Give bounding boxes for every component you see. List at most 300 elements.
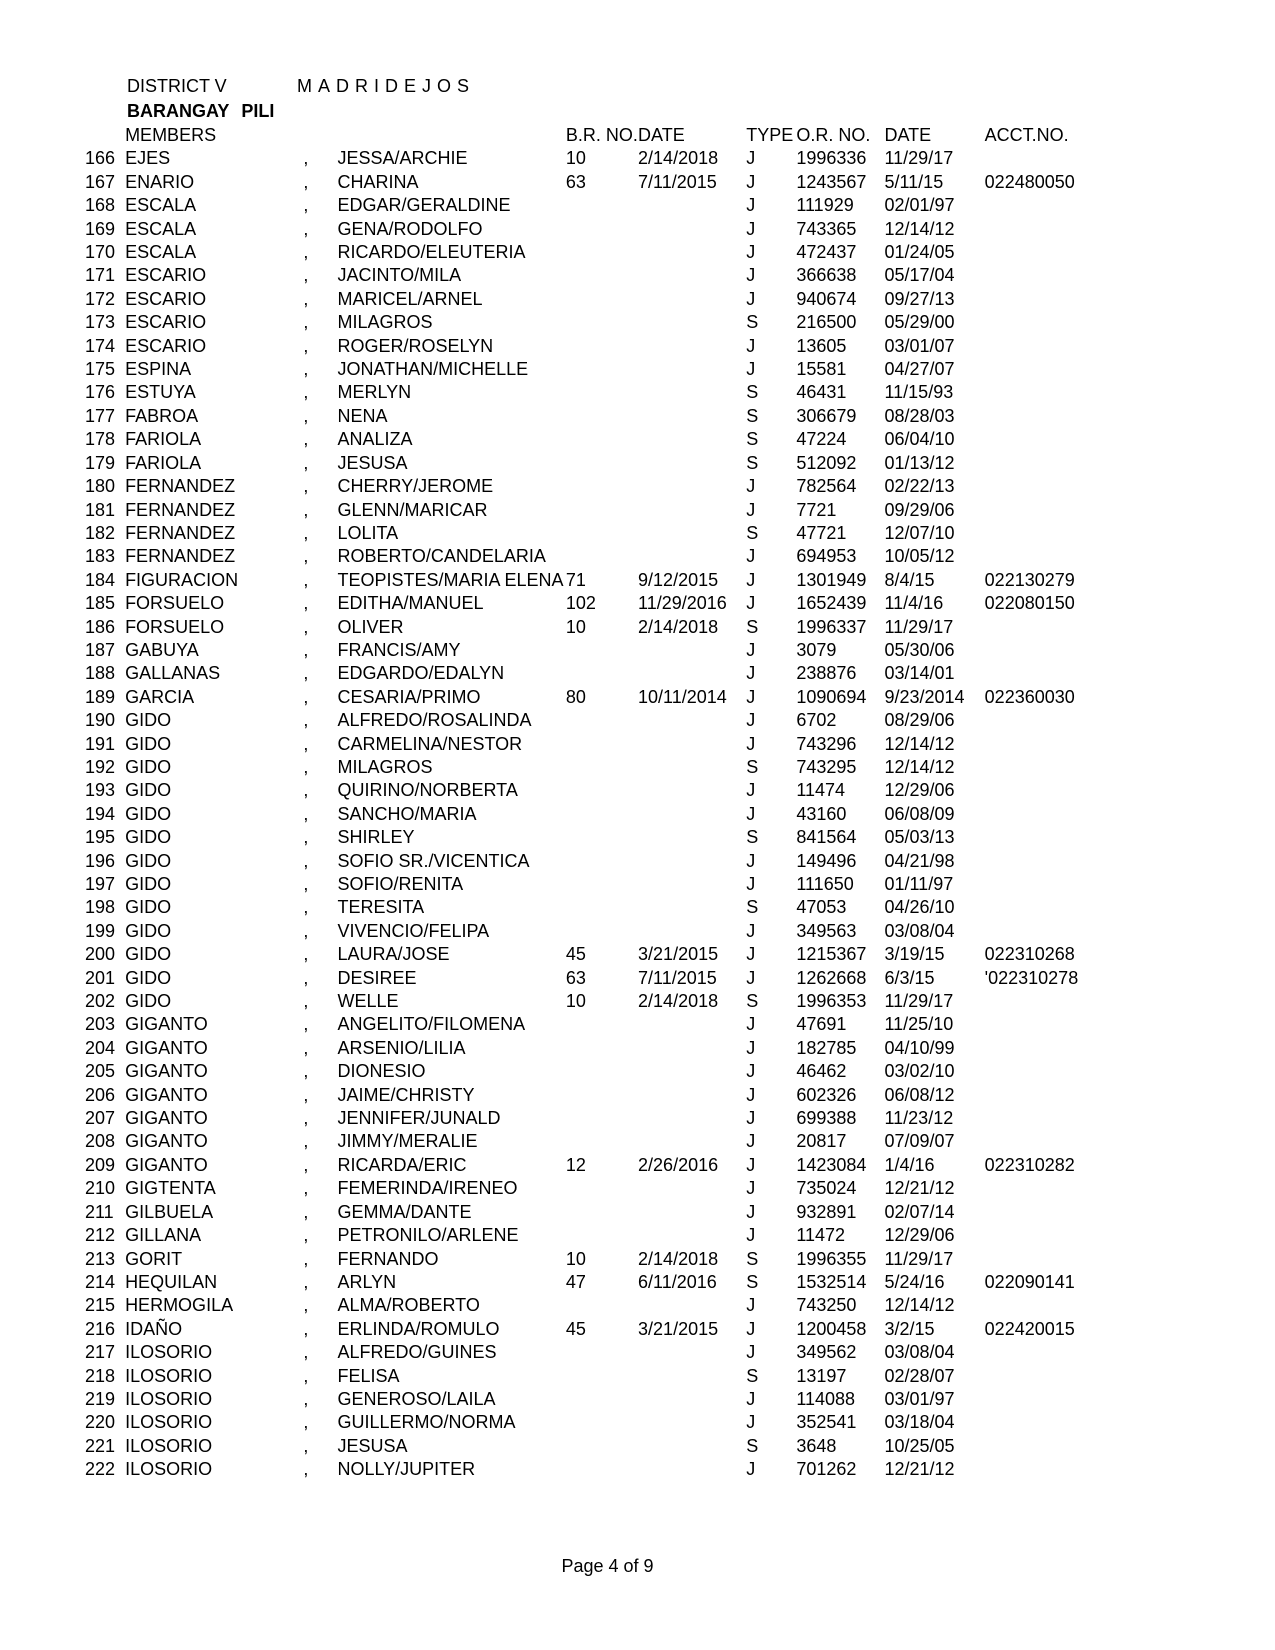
member-surname: ESCALA [125, 218, 197, 239]
member-br-no [566, 1013, 638, 1036]
table-header-row [85, 124, 1115, 147]
member-or-no: 13197 [796, 1365, 847, 1386]
member-type: S [746, 522, 759, 543]
member-acct-no [985, 194, 1115, 217]
member-or-date: 06/08/12 [884, 1084, 955, 1105]
member-or-date: 06/04/10 [884, 429, 955, 450]
member-or-no: 13605 [796, 335, 847, 356]
member-index: 205 [85, 1061, 116, 1082]
name-separator: , [303, 593, 309, 614]
member-row [85, 381, 1115, 404]
member-br-no [566, 264, 638, 287]
member-surname: ILOSORIO [125, 1342, 213, 1363]
member-or-date: 8/4/15 [884, 569, 935, 590]
member-acct-no [985, 1084, 1115, 1107]
member-given-names: ANGELITO/FILOMENA [337, 1014, 526, 1035]
member-br-date [638, 1084, 746, 1107]
member-br-no [566, 756, 638, 779]
member-or-date: 03/01/07 [884, 335, 955, 356]
member-br-date [638, 873, 746, 896]
member-or-date: 10/05/12 [884, 546, 955, 567]
member-br-no [566, 1341, 638, 1364]
member-or-no: 149496 [796, 850, 857, 871]
member-type: J [746, 1178, 756, 1199]
member-br-no [566, 1294, 638, 1317]
member-or-date: 11/4/16 [884, 593, 944, 614]
member-or-date: 12/14/12 [884, 1295, 955, 1316]
member-acct-no [985, 1060, 1115, 1083]
member-or-no: 11472 [796, 1225, 846, 1246]
member-index: 177 [85, 405, 116, 426]
member-br-no [566, 358, 638, 381]
member-br-date [638, 639, 746, 662]
member-type: S [746, 756, 759, 777]
member-index: 206 [85, 1084, 116, 1105]
header-empty-sep [303, 124, 337, 147]
member-index: 198 [85, 897, 116, 918]
member-br-date [638, 1435, 746, 1458]
member-index: 220 [85, 1412, 116, 1433]
member-acct-no [985, 1037, 1115, 1060]
member-surname: GIGANTO [125, 1037, 208, 1058]
member-br-no [566, 218, 638, 241]
member-acct-no [985, 803, 1115, 826]
member-index: 173 [85, 312, 116, 333]
member-row [85, 756, 1115, 779]
name-separator: , [303, 569, 309, 590]
member-br-date [638, 1411, 746, 1434]
name-separator: , [303, 265, 309, 286]
member-or-date: 03/08/04 [884, 1342, 955, 1363]
member-br-no [566, 475, 638, 498]
member-or-date: 3/19/15 [884, 944, 945, 965]
barangay-label: BARANGAY [127, 101, 230, 121]
member-br-date [638, 1060, 746, 1083]
member-given-names: QUIRINO/NORBERTA [337, 780, 518, 801]
member-row [85, 943, 1115, 966]
name-separator: , [303, 405, 309, 426]
member-given-names: OLIVER [337, 616, 404, 637]
member-type: J [746, 1154, 756, 1175]
member-acct-no [985, 1365, 1115, 1388]
barangay-line [127, 99, 1275, 124]
member-index: 213 [85, 1248, 116, 1269]
member-or-no: 694953 [796, 546, 857, 567]
member-index: 193 [85, 780, 116, 801]
member-given-names: TEOPISTES/MARIA ELENA [337, 569, 564, 590]
member-br-no [566, 733, 638, 756]
member-row [85, 873, 1115, 896]
member-or-date: 05/03/13 [884, 827, 955, 848]
member-or-date: 12/21/12 [884, 1178, 955, 1199]
member-type: S [746, 312, 759, 333]
name-separator: , [303, 382, 309, 403]
member-or-no: 1423084 [796, 1154, 867, 1175]
member-br-date [638, 475, 746, 498]
member-or-no: 349562 [796, 1342, 857, 1363]
member-row [85, 686, 1115, 709]
member-index: 210 [85, 1178, 116, 1199]
member-row [85, 1458, 1115, 1481]
member-row [85, 709, 1115, 732]
member-index: 196 [85, 850, 116, 871]
member-or-date: 12/14/12 [884, 733, 955, 754]
member-given-names: ANALIZA [337, 429, 413, 450]
member-surname: ILOSORIO [125, 1365, 213, 1386]
member-row [85, 171, 1115, 194]
member-acct-no [985, 522, 1115, 545]
member-or-no: 1652439 [796, 593, 867, 614]
member-type: J [746, 1342, 756, 1363]
member-index: 221 [85, 1435, 116, 1456]
member-br-date [638, 545, 746, 568]
member-type: S [746, 452, 759, 473]
member-row [85, 311, 1115, 334]
member-br-no [566, 1130, 638, 1153]
member-acct-no [985, 428, 1115, 451]
member-acct-no [985, 873, 1115, 896]
member-row [85, 826, 1115, 849]
member-row [85, 1318, 1115, 1341]
member-index: 180 [85, 476, 116, 497]
member-or-no: 782564 [796, 476, 857, 497]
member-surname: ESCARIO [125, 288, 207, 309]
member-row [85, 264, 1115, 287]
member-or-no: 1215367 [796, 944, 867, 965]
member-row [85, 405, 1115, 428]
member-br-no: 10 [565, 1248, 586, 1269]
member-given-names: ALFREDO/GUINES [337, 1342, 497, 1363]
member-given-names: VIVENCIO/FELIPA [337, 920, 490, 941]
member-given-names: DESIREE [337, 967, 417, 988]
member-row [85, 639, 1115, 662]
member-surname: ESCARIO [125, 335, 207, 356]
name-separator: , [303, 1084, 309, 1105]
member-row [85, 803, 1115, 826]
member-given-names: RICARDA/ERIC [337, 1154, 467, 1175]
member-br-no [566, 452, 638, 475]
member-given-names: GENA/RODOLFO [337, 218, 483, 239]
member-surname: GIDO [125, 944, 172, 965]
member-or-date: 12/14/12 [884, 756, 955, 777]
member-index: 192 [85, 756, 116, 777]
member-type: S [746, 827, 759, 848]
member-given-names: MERLYN [337, 382, 412, 403]
member-br-no [566, 920, 638, 943]
member-surname: ILOSORIO [125, 1388, 213, 1409]
member-acct-no [985, 733, 1115, 756]
member-br-date: 3/21/2015 [638, 944, 719, 965]
member-given-names: SOFIO/RENITA [337, 874, 464, 894]
member-surname: GILLANA [125, 1225, 202, 1246]
member-br-no: 45 [565, 1318, 586, 1339]
member-type: S [746, 1365, 759, 1386]
member-surname: FARIOLA [125, 429, 202, 450]
member-index: 214 [85, 1271, 116, 1292]
member-or-no: 3079 [796, 639, 837, 660]
member-type: S [746, 991, 759, 1012]
member-acct-no [985, 1177, 1115, 1200]
member-index: 208 [85, 1131, 116, 1152]
name-separator: , [303, 312, 309, 333]
member-br-date [638, 1224, 746, 1247]
member-or-no: 47224 [796, 429, 847, 450]
member-br-no [566, 662, 638, 685]
member-given-names: ARLYN [337, 1271, 397, 1292]
member-given-names: ERLINDA/ROMULO [337, 1318, 500, 1339]
name-separator: , [303, 827, 309, 848]
member-given-names: PETRONILO/ARLENE [337, 1225, 519, 1246]
member-or-date: 04/26/10 [884, 897, 955, 918]
member-surname: GIGANTO [125, 1014, 208, 1035]
member-acct-no [985, 756, 1115, 779]
name-separator: , [303, 452, 309, 473]
member-row [85, 920, 1115, 943]
member-index: 215 [85, 1295, 116, 1316]
member-surname: HERMOGILA [125, 1295, 234, 1316]
member-or-no: 15581 [796, 359, 847, 380]
member-given-names: LOLITA [337, 522, 399, 543]
member-row [85, 1388, 1115, 1411]
member-br-date [638, 241, 746, 264]
member-surname: ESCALA [125, 242, 197, 263]
member-surname: GIDO [125, 920, 172, 941]
member-br-date [638, 428, 746, 451]
member-acct-no [985, 475, 1115, 498]
member-row [85, 569, 1115, 592]
name-separator: , [303, 663, 309, 684]
name-separator: , [303, 359, 309, 380]
member-surname: FERNANDEZ [125, 546, 236, 567]
member-br-no [566, 1388, 638, 1411]
name-separator: , [303, 335, 309, 356]
member-row [85, 1037, 1115, 1060]
member-index: 168 [85, 195, 116, 216]
member-or-no: 699388 [796, 1108, 857, 1129]
name-separator: , [303, 686, 309, 707]
member-type: J [746, 803, 756, 824]
member-index: 188 [85, 663, 116, 684]
member-type: J [746, 218, 756, 239]
member-row [85, 522, 1115, 545]
member-br-no [566, 1177, 638, 1200]
member-br-date [638, 1013, 746, 1036]
header-or-no: O.R. NO. [796, 125, 871, 145]
member-or-no: 1996337 [796, 616, 867, 637]
member-or-date: 10/25/05 [884, 1435, 955, 1456]
member-acct-no [985, 335, 1115, 358]
header-empty-given [337, 124, 565, 147]
member-given-names: ALMA/ROBERTO [337, 1295, 480, 1316]
member-surname: FERNANDEZ [125, 499, 236, 520]
member-or-no: 43160 [796, 803, 847, 824]
name-separator: , [303, 1318, 309, 1339]
member-row [85, 1224, 1115, 1247]
member-index: 204 [85, 1037, 116, 1058]
member-or-date: 5/11/15 [884, 171, 944, 192]
member-type: J [746, 1388, 756, 1409]
name-separator: , [303, 1131, 309, 1152]
member-surname: ILOSORIO [125, 1412, 213, 1433]
member-given-names: CHERRY/JEROME [337, 476, 494, 497]
member-br-date [638, 499, 746, 522]
member-or-no: 46462 [796, 1061, 847, 1082]
member-acct-no: 022130279 [984, 569, 1075, 590]
member-br-no [566, 335, 638, 358]
member-br-date [638, 1107, 746, 1130]
member-or-date: 11/29/17 [884, 616, 954, 637]
member-or-no: 306679 [796, 405, 857, 426]
member-br-date [638, 264, 746, 287]
member-index: 171 [85, 265, 116, 286]
member-or-no: 1243567 [796, 171, 867, 192]
member-br-date: 10/11/2014 [638, 686, 727, 707]
member-type: S [746, 405, 759, 426]
member-br-date [638, 405, 746, 428]
member-surname: ESTUYA [125, 382, 196, 403]
member-index: 185 [85, 593, 116, 614]
member-surname: GIGANTO [125, 1061, 208, 1082]
member-or-no: 841564 [796, 827, 857, 848]
member-acct-no [985, 452, 1115, 475]
member-br-no [566, 1084, 638, 1107]
member-type: J [746, 639, 756, 660]
header-type: TYPE [746, 125, 794, 145]
member-or-no: 114088 [796, 1388, 856, 1409]
member-given-names: MARICEL/ARNEL [337, 288, 483, 309]
member-surname: GIDO [125, 780, 172, 801]
member-given-names: SHIRLEY [337, 827, 415, 848]
member-index: 179 [85, 452, 116, 473]
name-separator: , [303, 195, 309, 216]
member-br-no: 45 [565, 944, 586, 965]
member-row [85, 499, 1115, 522]
member-row [85, 1248, 1115, 1271]
member-or-no: 1996355 [796, 1248, 867, 1269]
member-br-date: 6/11/2016 [638, 1271, 717, 1292]
member-acct-no [985, 1435, 1115, 1458]
member-row [85, 1271, 1115, 1294]
member-index: 216 [85, 1318, 116, 1339]
member-row [85, 967, 1115, 990]
name-separator: , [303, 1435, 309, 1456]
member-given-names: SANCHO/MARIA [337, 803, 477, 824]
member-given-names: CARMELINA/NESTOR [337, 733, 523, 754]
member-br-no: 12 [565, 1154, 586, 1175]
member-acct-no [985, 709, 1115, 732]
member-type: J [746, 1108, 756, 1129]
members-table-body [85, 147, 1115, 1481]
member-surname: GALLANAS [125, 663, 221, 684]
member-br-date: 11/29/2016 [638, 593, 727, 614]
member-or-no: 1996353 [796, 991, 867, 1012]
member-or-date: 12/07/10 [884, 522, 955, 543]
member-index: 169 [85, 218, 116, 239]
member-row [85, 358, 1115, 381]
member-acct-no [985, 990, 1115, 1013]
page-number: Page 4 of 9 [561, 1556, 654, 1576]
member-or-no: 932891 [796, 1201, 857, 1222]
name-separator: , [303, 944, 309, 965]
member-surname: GIDO [125, 991, 172, 1012]
name-separator: , [303, 1388, 309, 1409]
member-type: J [746, 1084, 756, 1105]
member-br-no: 80 [565, 686, 586, 707]
member-index: 191 [85, 733, 116, 754]
member-br-no [566, 545, 638, 568]
member-acct-no [985, 920, 1115, 943]
member-given-names: EDGARDO/EDALYN [337, 663, 505, 684]
member-br-date [638, 311, 746, 334]
member-or-no: 512092 [796, 452, 857, 473]
member-surname: GIDO [125, 897, 172, 918]
member-type: J [746, 593, 756, 614]
member-br-no [566, 826, 638, 849]
member-or-date: 3/2/15 [884, 1318, 935, 1339]
member-or-date: 11/15/93 [884, 382, 954, 403]
member-or-no: 1996336 [796, 148, 867, 169]
member-acct-no [985, 1224, 1115, 1247]
member-row [85, 990, 1115, 1013]
member-or-date: 05/30/06 [884, 639, 955, 660]
member-type: J [746, 1412, 756, 1433]
name-separator: , [303, 850, 309, 871]
header-br-date: DATE [638, 125, 685, 145]
name-separator: , [303, 1271, 309, 1292]
member-br-no [566, 1201, 638, 1224]
header-br-no: B.R. NO. [565, 125, 638, 145]
member-type: J [746, 335, 756, 356]
member-type: S [746, 429, 759, 450]
member-type: J [746, 359, 756, 380]
member-index: 181 [85, 499, 116, 520]
member-given-names: GUILLERMO/NORMA [337, 1412, 516, 1433]
member-br-no [566, 311, 638, 334]
member-br-no [566, 850, 638, 873]
member-acct-no [985, 241, 1115, 264]
member-or-no: 47053 [796, 897, 847, 918]
member-br-no [566, 803, 638, 826]
member-or-date: 11/29/17 [884, 148, 954, 169]
name-separator: , [303, 803, 309, 824]
member-br-no [566, 405, 638, 428]
member-br-date [638, 1294, 746, 1317]
member-acct-no [985, 1294, 1115, 1317]
member-or-no: 3648 [796, 1435, 837, 1456]
member-acct-no [985, 264, 1115, 287]
member-given-names: EDITHA/MANUEL [337, 593, 484, 614]
member-or-date: 01/11/97 [884, 874, 954, 894]
member-type: J [746, 476, 756, 497]
member-br-no [566, 1224, 638, 1247]
member-row [85, 288, 1115, 311]
member-br-date [638, 1365, 746, 1388]
member-br-no: 10 [565, 148, 586, 169]
member-br-no [566, 1411, 638, 1434]
member-or-date: 04/10/99 [884, 1037, 955, 1058]
member-acct-no [985, 826, 1115, 849]
name-separator: , [303, 733, 309, 754]
member-acct-no [985, 1013, 1115, 1036]
member-surname: GIDO [125, 803, 172, 824]
member-surname: ENARIO [125, 171, 195, 192]
member-row [85, 1365, 1115, 1388]
name-separator: , [303, 1061, 309, 1082]
member-row [85, 850, 1115, 873]
member-given-names: JIMMY/MERALIE [337, 1131, 478, 1152]
member-index: 189 [85, 686, 116, 707]
member-br-date [638, 733, 746, 756]
